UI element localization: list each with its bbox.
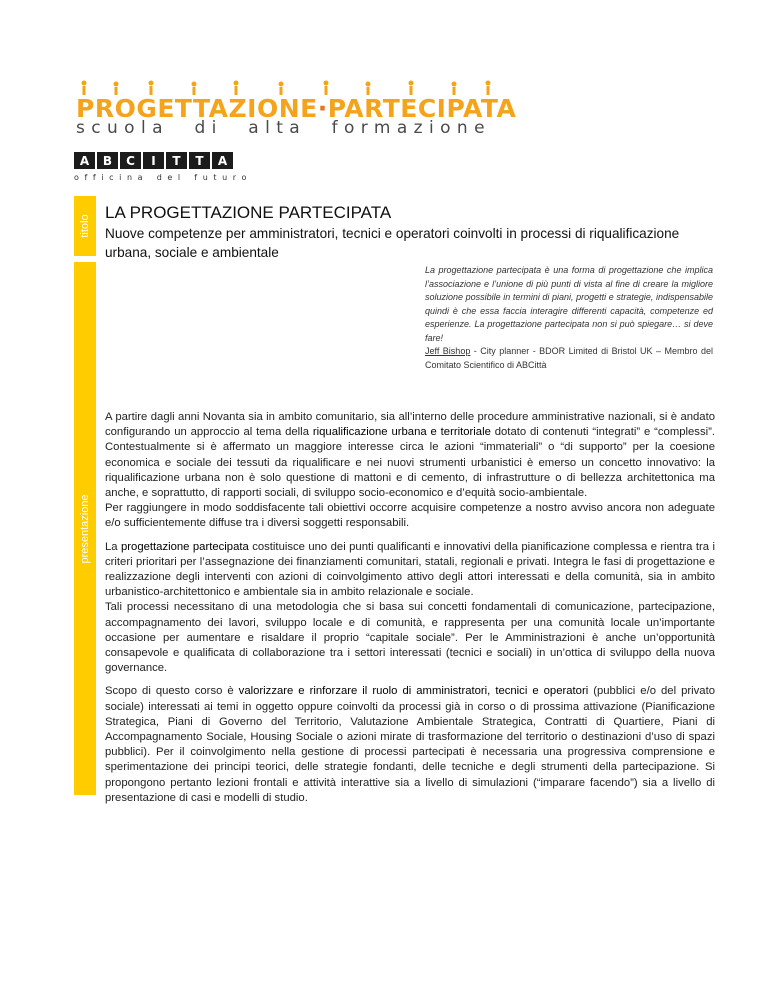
body-text: Per raggiungere in modo soddisfacente tali obiettivi occorre acquisire competenze a nostro avviso ancora non adeguate e/o sufficientemente diffuse tra i diversi soggetti responsabili. — [105, 502, 715, 530]
body-text: dotato di contenuti “integrati” e “complessi”. Contestualmente si è affermato un maggiore interesse circa le azioni “immateriali” o “di supporto” per la coesione economica e sociale dei tessuti da riqualificare e nei nuovi strumenti urbanistici è emerso un concetto innovativo: la riqualificazione urbana non è solo questione di mattoni e di cemento, di infrastrutture o di bellezza architettonica ma anche, e soprattutto, di rapporti sociali, di sviluppo socio-economico e d’equità socio-ambientale. — [105, 426, 716, 500]
quote-text: La progettazione partecipata è una forma di progettazione che implica l’associazione e l’unione di più punti di vista al fine di creare la migliore soluzione possibile in termini di piani, progetti e strategie, indispensabile quindi è che essa faccia interagire differenti capacità, competenze ed esperienze. La progettazione partecipata non si può spiegare… si deve fare! — [425, 265, 713, 343]
side-bar-titolo — [74, 196, 96, 256]
side-bar-presentazione — [74, 262, 96, 795]
logo-subtitle-word: di — [194, 118, 223, 138]
body-text: Tali processi necessitano di una metodologia che si basa sui concetti fondamentali di comunicazione, partecipazione, accompagnamento dei lavori, sviluppo locale e di comunità, e rappresenta per una comunità locale un’importante occasione per aumentare e risaldare il proprio “capitale sociale”. Per le Amministrazioni è anche un’opportunità consapevole e qualificata di collaborazione tra i settori interessati (tecnici e sociali) in un’ottica di sviluppo della nuova governance. — [105, 601, 715, 675]
page-subtitle: Nuove competenze per amministratori, tecnici e operatori coinvolti in processi di riqualificazione urbana, sociale e ambientale — [105, 226, 680, 260]
body-highlight: progettazione partecipata — [121, 540, 249, 553]
body-paragraph-2 — [105, 540, 715, 677]
abcitta-logo-block: A — [212, 152, 233, 169]
abcitta-logo-block: I — [143, 152, 164, 169]
body-text: La — [105, 540, 121, 553]
presentation-body — [105, 410, 715, 814]
quote-author: Jeff Bishop — [425, 346, 471, 356]
abcitta-tagline — [74, 173, 252, 182]
quote-block — [425, 264, 713, 372]
body-highlight: valorizzare e rinforzare il ruolo di amministratori, tecnici e operatori — [238, 685, 589, 698]
abcitta-tagline-word: officina — [74, 173, 149, 182]
logo-subtitle-word: alta — [248, 118, 307, 138]
side-label-presentazione: presentazione — [79, 493, 91, 564]
side-label-titolo: titolo — [79, 214, 91, 238]
body-text: Scopo di questo corso è — [105, 685, 239, 698]
body-text: costituisce uno dei punti qualificanti e innovativi della pianificazione complessa e rientra tra i criteri prioritari per l’assegnazione dei finanziamenti comunitari, statali, regionali e privati. Integra le fasi di progettazione e realizzazione degli interventi con azioni di coinvolgimento attivo degli attori interessati e della comunità, sia in ambito urbanistico-architettonico e ambientale sia in ambito relazionale e sociale. — [105, 540, 715, 599]
quote-author-role: - City planner - BDOR Limited di Bristol UK – Membro del Comitato Scientifico di ABCittà — [425, 346, 713, 370]
logo-name-part1: PROGETTAZIONE — [76, 94, 318, 123]
body-paragraph-3 — [105, 684, 715, 806]
logo-subtitle — [76, 118, 491, 138]
abcitta-logo-block: A — [74, 152, 95, 169]
body-highlight: riqualificazione urbana e territoriale — [312, 426, 491, 439]
logo-name-part2: PARTECIPATA — [327, 94, 517, 123]
abcitta-logo-block: C — [120, 152, 141, 169]
abcitta-logo-block: B — [97, 152, 118, 169]
abcitta-tagline-word: futuro — [194, 173, 252, 182]
body-text: (pubblici e/o del privato sociale) interessati ai temi in oggetto oppure coinvolti da processi già in corso o di prossima attivazione (Pianificazione Strategica, Piani di Governo del Territorio, Valutazione Ambientale Strategica, Contratti di Quartiere, Piani di Accompagnamento Sociale, Housing Sociale o azioni mirate di trasformazione del territorio o destinazioni d’uso di spazi pubblici). Per il coinvolgimento nella gestione di processi partecipati è necessaria una progressiva comprensione e sperimentazione dei principi teorici, delle strategie fondanti, delle tecniche e degli strumenti della partecipazione. Si propongono pertanto lezioni frontali e attività interattive sia a livello di simulazioni (“imparare facendo”) sia a livello di presentazione di casi e modelli di studio. — [105, 685, 715, 804]
logo-subtitle-word: scuola — [76, 118, 169, 138]
logo-separator: · — [317, 94, 328, 123]
body-paragraph-1 — [105, 410, 715, 532]
body-text: A partire dagli anni Novanta sia in ambito comunitario, sia all’interno delle procedure amministrative nazionali, si è andato configurando un approccio al tema della — [105, 411, 715, 439]
abcitta-logo — [74, 152, 233, 169]
logo-subtitle-word: formazione — [331, 118, 491, 138]
abcitta-logo-block: T — [166, 152, 187, 169]
abcitta-logo-block: T — [189, 152, 210, 169]
abcitta-tagline-word: del — [156, 173, 186, 182]
page-title: LA PROGETTAZIONE PARTECIPATA — [105, 203, 392, 222]
